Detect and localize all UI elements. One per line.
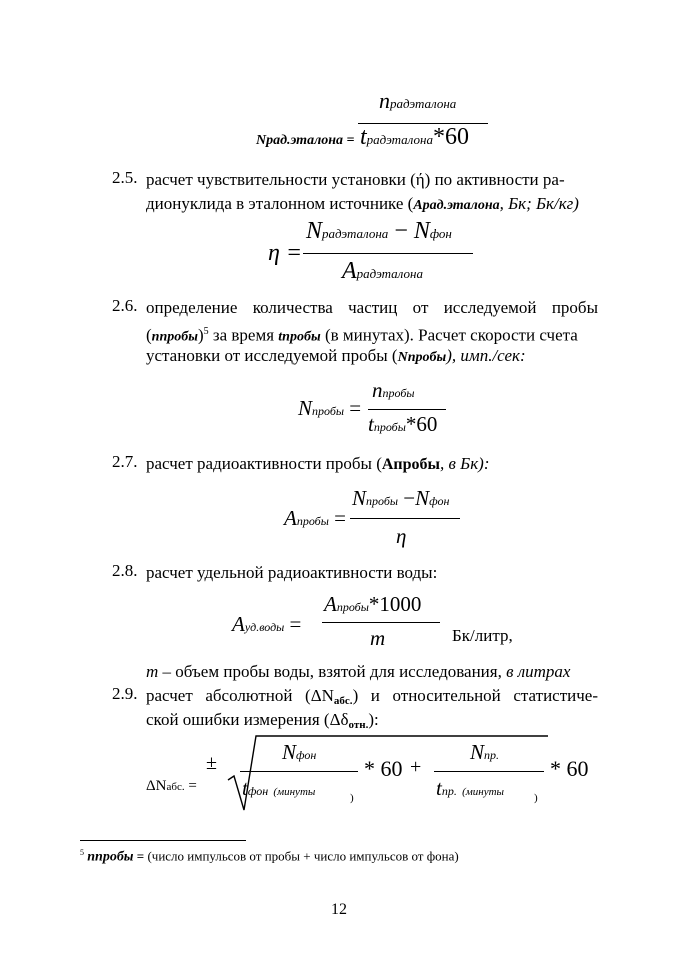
item-number: 2.6. <box>112 296 138 315</box>
page-number: 12 <box>331 901 347 918</box>
item-2-6-line1: определение количества частиц от исследуемой пробы <box>146 298 598 317</box>
f1-close: ) <box>350 792 354 804</box>
f2-num: Nпр. <box>470 740 500 764</box>
plus-sign: + <box>410 756 422 778</box>
formula-n-proby-den: tпробы*60 <box>368 412 438 436</box>
mult-60-1: * 60 <box>364 756 403 781</box>
formula-a-ud-den: m <box>370 626 386 650</box>
formula-n-proby-lhs: Nпробы = <box>298 396 362 420</box>
formula-a-proby-lhs: Aпробы = <box>284 506 346 530</box>
formula-eta-num: Nрадэталона − Nфон <box>306 218 452 244</box>
fraction-bar <box>322 622 440 623</box>
fraction-bar <box>434 771 544 772</box>
formula-delta-n-lhs: ΔNабс. = <box>146 778 197 794</box>
f1-den: tфон (минуты <box>242 776 316 800</box>
item-number: 2.5. <box>112 168 138 187</box>
formula-eta-den: Aрадэталона <box>342 258 423 284</box>
formula-n-etalon-num: nрадэталона <box>379 88 457 113</box>
formula-n-etalon-den: tрадэталона*60 <box>360 124 469 150</box>
fraction-bar <box>303 253 473 254</box>
item-2-5-line1: расчет чувствительности установки (ή) по активности ра- <box>146 170 565 189</box>
formula-a-proby-den: η <box>396 524 407 548</box>
f1-num: Nфон <box>282 740 317 764</box>
formula-n-proby-num: nпробы <box>372 378 415 402</box>
fraction-bar <box>368 409 446 410</box>
formula-a-ud-num: Aпробы*1000 <box>324 592 422 616</box>
fraction-bar <box>350 518 460 519</box>
footnote: $^5$ nпробы = (число импульсов от пробы + число импульсов от фона) <box>80 848 459 865</box>
formula-n-etalon-lhs: Nрад.эталона = <box>256 133 355 148</box>
item-number: 2.9. <box>112 684 138 703</box>
formula-eta-lhs: η = <box>268 240 303 266</box>
footnote-rule <box>80 840 246 841</box>
item-2-6-line2: (nпробы)$^5$ за время tпробы (в минутах). Расчет скорости счета <box>146 325 578 345</box>
formula-a-ud-unit: Бк/литр, <box>452 626 513 645</box>
item-2-5-line2: дионуклида в эталонном источнике (Aрад.эталона, Бк; Бк/кг) <box>146 194 579 213</box>
f2-close: ) <box>534 792 538 804</box>
note-m: m – объем пробы воды, взятой для исследования, в литрах <box>146 662 571 681</box>
item-number: 2.7. <box>112 452 138 471</box>
fraction-bar <box>240 771 358 772</box>
f2-den: tпр. (минуты <box>436 776 505 800</box>
mult-60-2: * 60 <box>550 756 589 781</box>
item-2-6-line3: установки от исследуемой пробы (Nпробы), имп./сек: <box>146 346 526 365</box>
item-2-8-line1: расчет удельной радиоактивности воды: <box>146 563 438 582</box>
formula-a-proby-num: Nпробы −Nфон <box>352 486 450 510</box>
item-2-9-line1: расчет абсолютной (ΔNабс.) и относительной статистиче- <box>146 686 598 707</box>
item-2-7-line1: расчет радиоактивности пробы (Aпробы, в Бк): <box>146 454 490 473</box>
plus-minus-sign: ± <box>206 752 217 774</box>
item-2-9-line2: ской ошибки измерения (Δδотн.): <box>146 710 379 731</box>
formula-a-ud-lhs: Aуд.воды = <box>232 612 302 636</box>
item-number: 2.8. <box>112 561 138 580</box>
